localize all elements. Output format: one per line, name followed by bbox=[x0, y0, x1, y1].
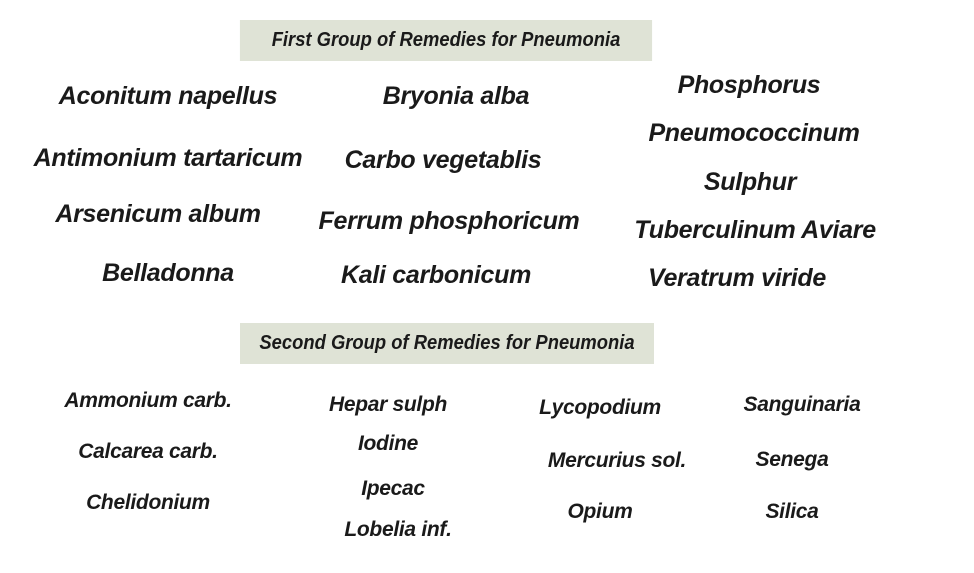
remedy-item: Sulphur bbox=[703, 168, 797, 196]
remedy-item: Ferrum phosphoricum bbox=[318, 207, 580, 235]
remedy-item: Aconitum napellus bbox=[58, 82, 278, 110]
remedy-item: Lycopodium bbox=[539, 396, 661, 419]
remedy-item: Senega bbox=[755, 448, 829, 471]
remedy-item: Mercurius sol. bbox=[547, 449, 687, 472]
remedy-item: Pneumococcinum bbox=[648, 119, 860, 147]
remedy-item: Antimonium tartaricum bbox=[33, 144, 303, 172]
remedy-item: Belladonna bbox=[102, 259, 234, 287]
remedy-item: Hepar sulph bbox=[328, 393, 448, 416]
remedy-item: Tuberculinum Aviare bbox=[634, 216, 876, 244]
remedy-item: Carbo vegetablis bbox=[344, 146, 542, 174]
second-group-title: Second Group of Remedies for Pneumonia bbox=[240, 323, 654, 364]
remedy-item: Ipecac bbox=[361, 477, 425, 500]
first-group-title: First Group of Remedies for Pneumonia bbox=[240, 20, 652, 61]
remedy-item: Opium bbox=[567, 500, 633, 523]
remedy-item: Phosphorus bbox=[677, 71, 821, 99]
remedy-item: Bryonia alba bbox=[382, 82, 530, 110]
remedy-item: Chelidonium bbox=[86, 491, 210, 514]
remedy-item: Silica bbox=[765, 500, 819, 523]
remedy-item: Lobelia inf. bbox=[344, 518, 452, 541]
remedy-item: Arsenicum album bbox=[55, 200, 261, 228]
remedy-item: Kali carbonicum bbox=[341, 261, 531, 289]
remedy-item: Sanguinaria bbox=[743, 393, 861, 416]
remedy-item: Iodine bbox=[357, 432, 419, 455]
remedy-item: Ammonium carb. bbox=[64, 389, 232, 412]
remedy-item: Calcarea carb. bbox=[78, 440, 218, 463]
remedy-item: Veratrum viride bbox=[648, 264, 826, 292]
